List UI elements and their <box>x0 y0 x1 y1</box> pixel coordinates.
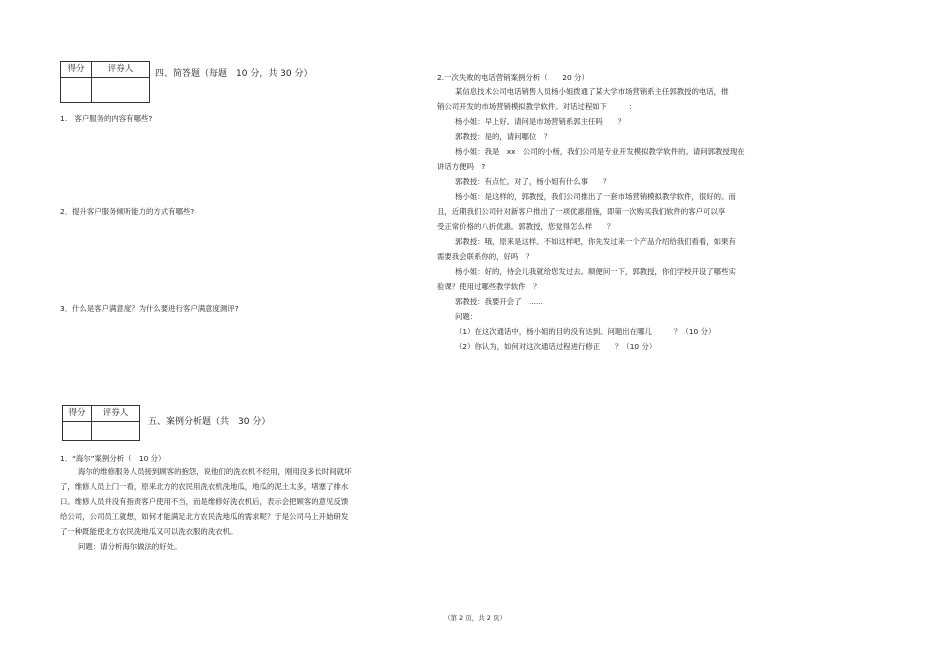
case2-question: （2）你认为，如何对这次通话过程进行修正 ？（10 分） <box>455 342 657 351</box>
case2-title: 2.一次失败的电话营销案例分析（ 20 分） <box>437 73 589 82</box>
case2-line: 郭教授：哦，原来是这样。不如这样吧，你先发过来一个产品介绍给我们看看，如果有 <box>455 237 736 246</box>
case2-line: 郭教授：我要开会了 ...... <box>455 297 544 306</box>
case1-line: 口。维修人员并没有指责客户使用不当，而是维修好洗衣机后，表示会把顾客的意见反馈 <box>60 497 349 506</box>
case2-line: 杨小姐：我是 xx 公司的小杨，我们公司是专业开发模拟教学软件的。请问郭教授现在 <box>455 147 745 156</box>
score-table-section5 <box>62 405 140 441</box>
score-cell <box>63 422 92 441</box>
case2-line: 需要我会联系你的，好吗 ？ <box>437 252 534 261</box>
case2-body <box>437 84 745 354</box>
section4-heading: 四、简答题（每题 10 分，共 30 分） <box>155 69 313 79</box>
grader-label: 评券人 <box>92 406 140 422</box>
case1-line: 了一种既能使北方农民洗地瓜又可以洗衣服的洗衣机。 <box>60 527 238 536</box>
page-footer: （第 2 页，共 2 页） <box>443 614 507 622</box>
case2-line: 郭教授：是的，请问哪位 ？ <box>455 132 552 141</box>
case2-question: （1）在这次通话中，杨小姐的目的没有达到。问题出在哪儿 ？（10 分） <box>455 327 716 336</box>
case2-line: 杨小姐：好的，待会儿我就给您发过去。顺便问一下，郭教授，你们学校开设了哪些实 <box>455 267 736 276</box>
case2-line: 郭教授：有点忙。对了，杨小姐有什么事 ？ <box>455 177 611 186</box>
grader-label: 评券人 <box>92 62 150 78</box>
case1-question: 问题：请分析海尔做法的好处。 <box>78 542 182 551</box>
grader-cell <box>92 78 150 103</box>
case2-line: 某信息技术公司电话销售人员杨小姐拨通了某大学市场营销系主任郭教授的电话，推 <box>455 87 729 96</box>
score-table-section4 <box>60 61 150 103</box>
case1-line: 海尔的维修服务人员接到顾客的抱怨，说他们的洗衣机不经用，刚用没多长时间就坏 <box>78 467 352 476</box>
score-label: 得分 <box>61 62 92 78</box>
case2-line: 讲话方便吗 ? <box>437 162 486 171</box>
case2-line: 验课？使用过哪些教学软件 ？ <box>437 282 541 291</box>
case1-body <box>60 464 351 554</box>
case2-line: 杨小姐：早上好。请问是市场营销系郭主任吗 ？ <box>455 117 625 126</box>
case1-line: 给公司，公司员工就想，如何才能满足北方农民洗地瓜的需求呢？于是公司马上开始研发 <box>60 512 349 521</box>
case2-line: 销公司开发的市场营销模拟教学软件。对话过程如下 : <box>437 102 632 111</box>
question-2: 2．提升客户服务倾听能力的方式有哪些? <box>60 207 195 216</box>
case2-line: 且，近期我们公司针对新客户推出了一项优惠措施，即第一次购买我们软件的客户可以享 <box>437 207 726 216</box>
section5-heading: 五、案例分析题（共 30 分） <box>148 417 271 427</box>
grader-cell <box>92 422 140 441</box>
case1-title: 1．“海尔”案例分析（ 10 分） <box>60 454 166 463</box>
case2-question-label: 问题： <box>455 312 478 321</box>
question-1: 1. 客户服务的内容有哪些? <box>60 114 153 123</box>
score-cell <box>61 78 92 103</box>
case2-line: 受正常价格的八折优惠。郭教授，您觉得怎么样 ？ <box>437 222 615 231</box>
case1-line: 了，维修人员上门一看，原来北方的农民用洗衣机洗地瓜，地瓜的泥土太多，堵塞了排水 <box>60 482 349 491</box>
score-label: 得分 <box>63 406 92 422</box>
question-3: 3．什么是客户满意度？为什么要进行客户满意度测评? <box>60 304 239 313</box>
case2-line: 杨小姐：是这样的，郭教授，我们公司推出了一套市场营销模拟教学软件，很好的。而 <box>455 192 736 201</box>
